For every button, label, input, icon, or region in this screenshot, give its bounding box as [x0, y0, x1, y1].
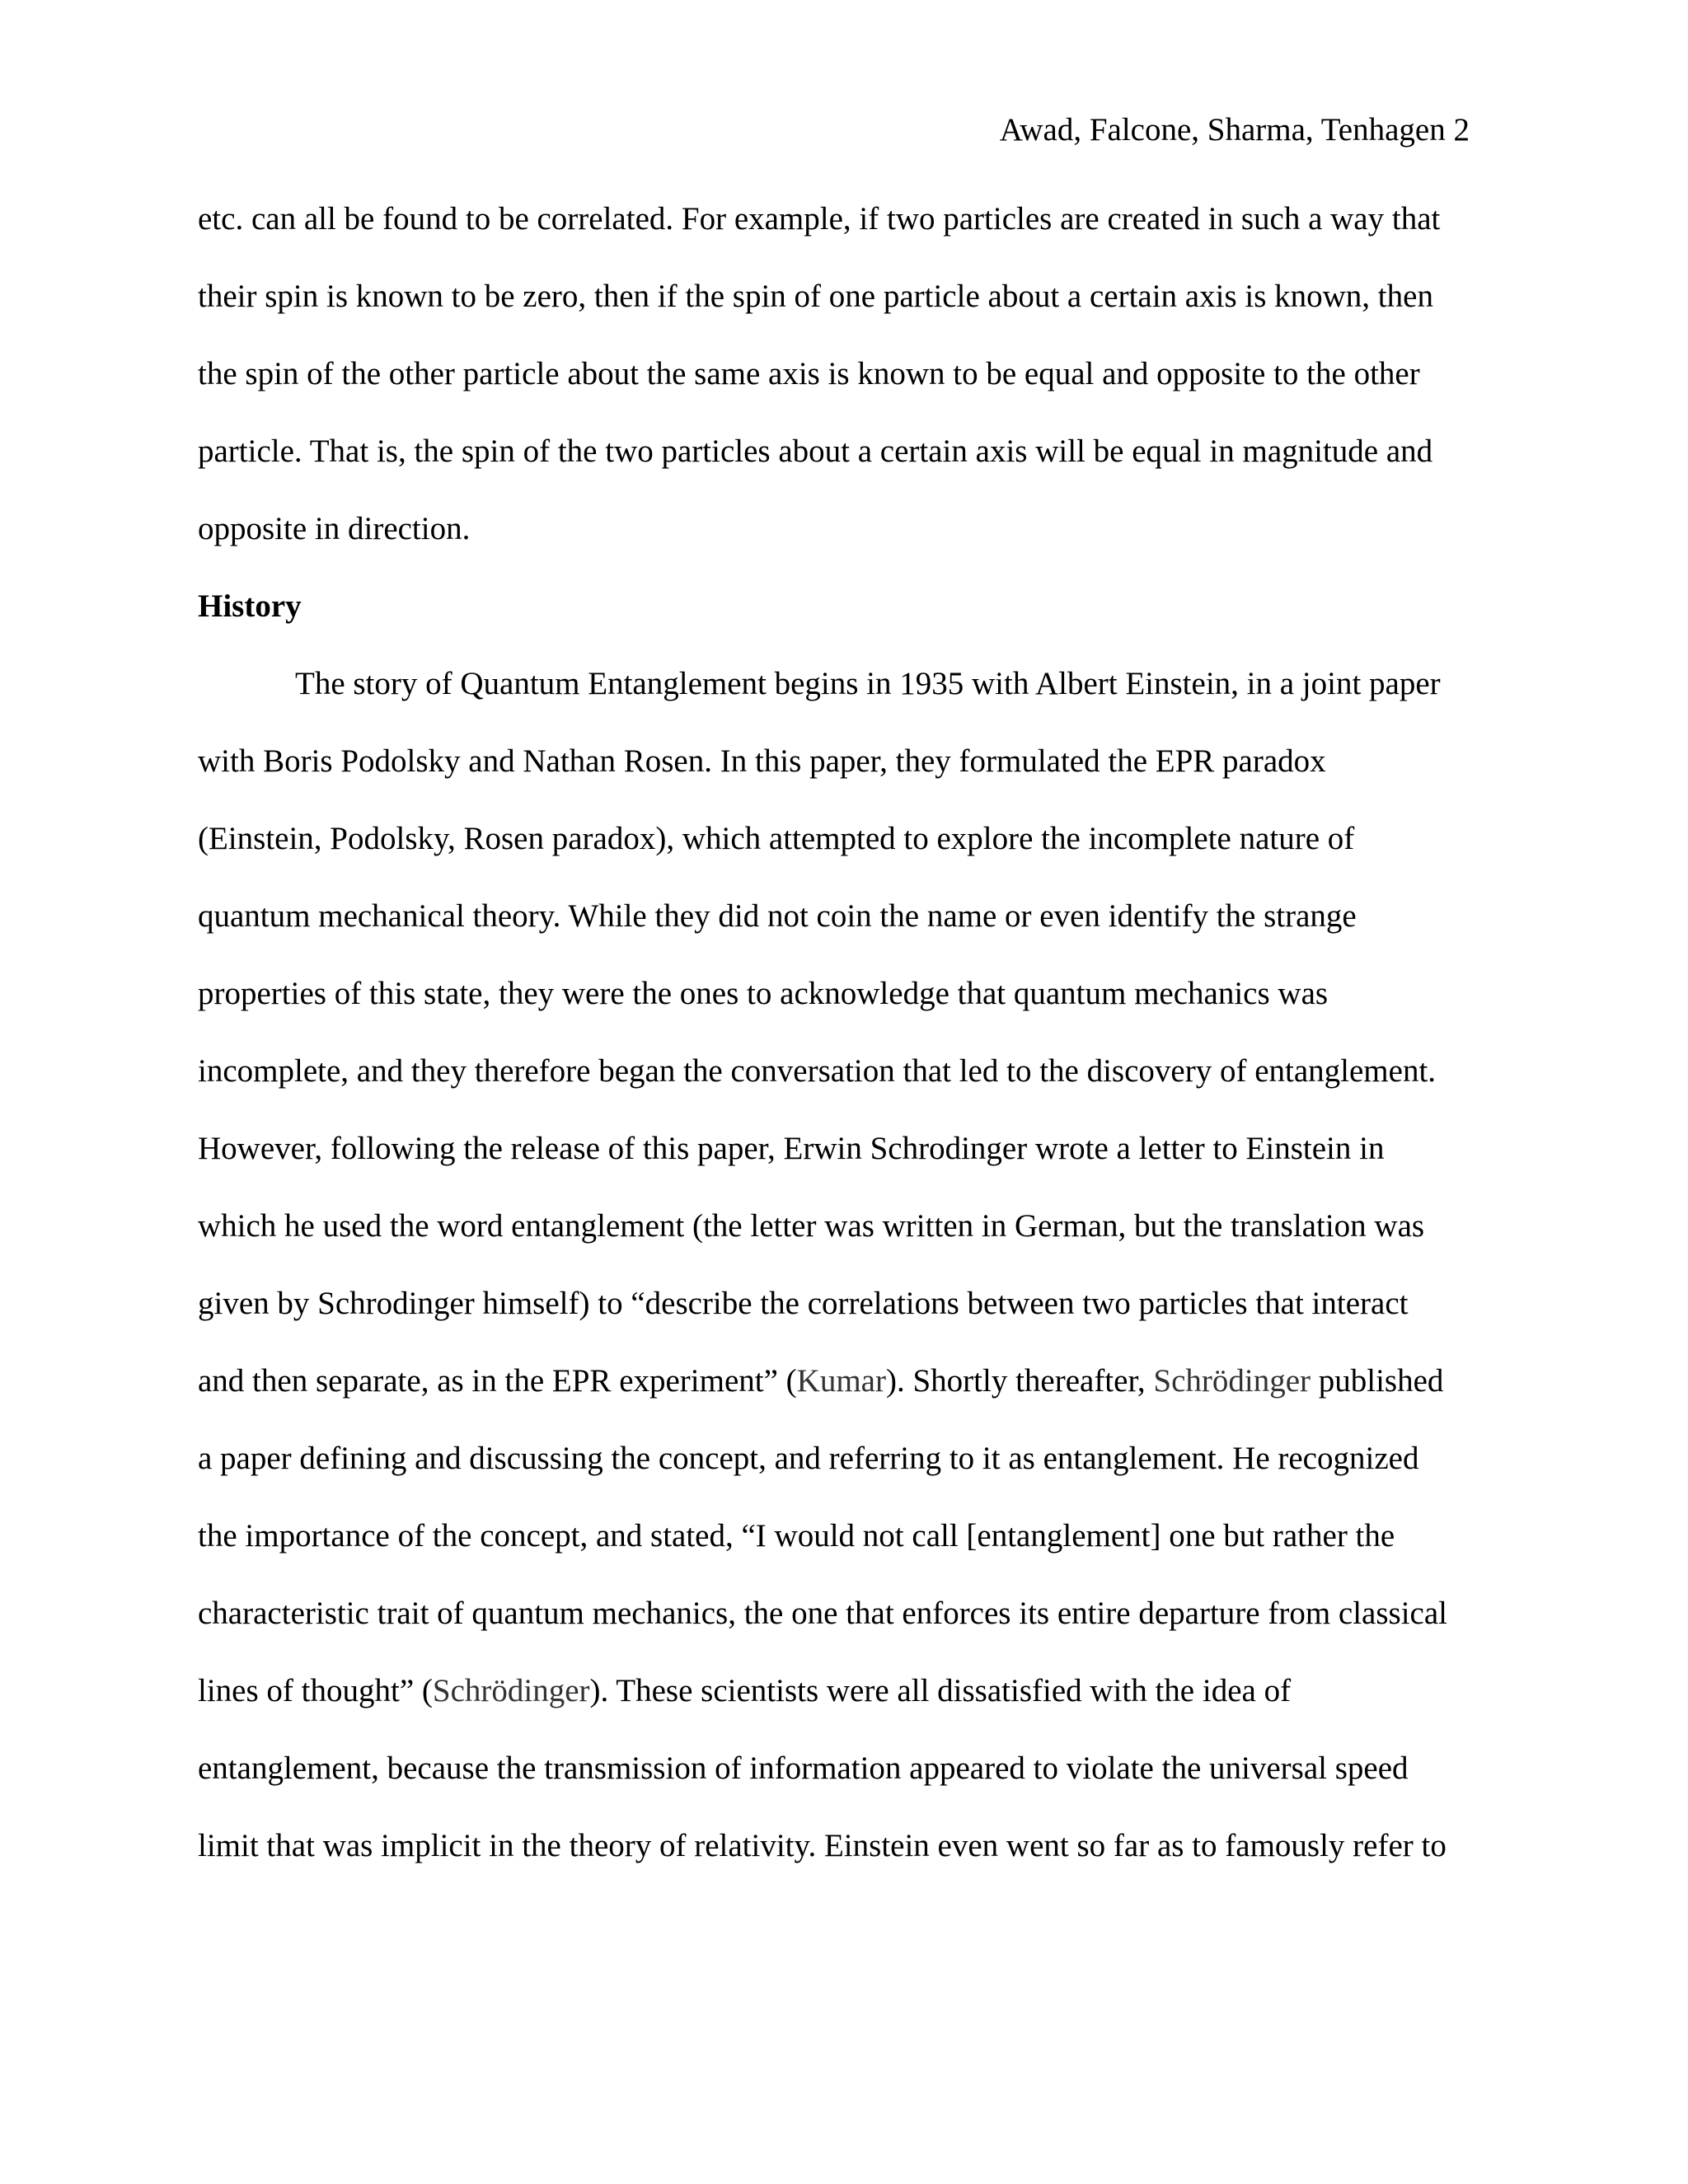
paragraph-line: a paper defining and discussing the concept, and referring to it as entanglement. He recognized [198, 1441, 1419, 1476]
paragraph-line: opposite in direction. [198, 511, 471, 546]
line-text: and then separate, as in the EPR experiment” ( [198, 1363, 797, 1399]
paragraph-line: properties of this state, they were the ones to acknowledge that quantum mechanics was [198, 976, 1329, 1011]
line-text: ). Shortly thereafter, [885, 1363, 1154, 1399]
paragraph-line: etc. can all be found to be correlated. For example, if two particles are created in such a way that [198, 201, 1441, 237]
paragraph-line: particle. That is, the spin of the two particles about a certain axis will be equal in magnitude and [198, 434, 1433, 469]
line-text: ). These scientists were all dissatisfied with the idea of [589, 1673, 1292, 1708]
paragraph-line: their spin is known to be zero, then if the spin of one particle about a certain axis is known, then [198, 279, 1433, 314]
section-heading: History [198, 588, 302, 624]
citation-schrodinger: Schrödinger [432, 1673, 590, 1708]
paragraph-line [198, 1357, 1443, 1406]
paragraph-line [198, 1666, 1291, 1716]
paragraph-line: the spin of the other particle about the same axis is known to be equal and opposite to the other [198, 356, 1420, 391]
paragraph-line: the importance of the concept, and stated, “I would not call [entanglement] one but rather the [198, 1518, 1395, 1554]
paragraph-line: characteristic trait of quantum mechanics, the one that enforces its entire departure from classical [198, 1596, 1448, 1631]
paragraph-line: incomplete, and they therefore began the conversation that led to the discovery of entanglement. [198, 1053, 1437, 1089]
running-header: Awad, Falcone, Sharma, Tenhagen 2 [999, 112, 1470, 148]
citation-kumar: Kumar [796, 1363, 886, 1399]
author-name: Schrödinger [1153, 1363, 1311, 1399]
paragraph-line: with Boris Podolsky and Nathan Rosen. In this paper, they formulated the EPR paradox [198, 743, 1326, 779]
paragraph-line: (Einstein, Podolsky, Rosen paradox), which attempted to explore the incomplete nature of [198, 821, 1355, 856]
paragraph-line: quantum mechanical theory. While they did not coin the name or even identify the strange [198, 898, 1357, 934]
paragraph-line: which he used the word entanglement (the letter was written in German, but the translation was [198, 1208, 1425, 1244]
line-text: lines of thought” ( [198, 1673, 433, 1708]
paragraph-line: limit that was implicit in the theory of relativity. Einstein even went so far as to famously refer to [198, 1828, 1447, 1863]
paragraph-line: given by Schrodinger himself) to “describe the correlations between two particles that interact [198, 1286, 1409, 1321]
line-text: published [1311, 1363, 1444, 1399]
paragraph-line: entanglement, because the transmission of information appeared to violate the universal speed [198, 1750, 1409, 1786]
paragraph-line: However, following the release of this paper, Erwin Schrodinger wrote a letter to Einstein in [198, 1131, 1385, 1166]
paragraph-line: The story of Quantum Entanglement begins in 1935 with Albert Einstein, in a joint paper [295, 666, 1441, 701]
